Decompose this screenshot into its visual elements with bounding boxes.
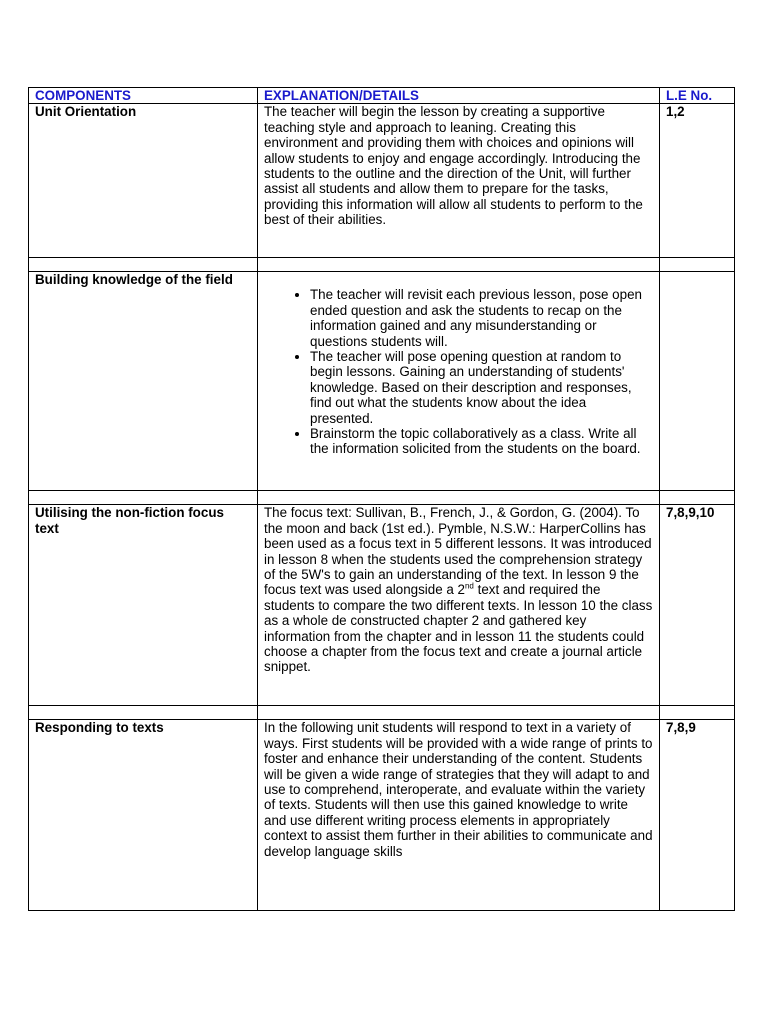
- explanation-list-cell: [258, 272, 660, 491]
- spacer-row: [29, 706, 735, 720]
- table-row: [29, 272, 735, 491]
- header-components: COMPONENTS: [29, 88, 258, 104]
- superscript-ordinal: nd: [464, 581, 474, 591]
- table-row: [29, 104, 735, 258]
- header-le-no: L.E No.: [660, 88, 735, 104]
- list-item: • Brainstorm the topic collaboratively as a class. Write all the information solicited from the students on the board.: [310, 426, 653, 457]
- spacer-row: [29, 258, 735, 272]
- le-number: [660, 272, 735, 491]
- le-number: 1,2: [660, 104, 735, 258]
- list-item: • The teacher will revisit each previous lesson, pose open ended question and ask the students to recap on the information gained and any misunderstanding or questions students will.: [310, 287, 653, 349]
- table-row: [29, 505, 735, 706]
- header-explanation: EXPLANATION/DETAILS: [258, 88, 660, 104]
- component-label: Utilising the non-fiction focus text: [29, 505, 258, 706]
- explanation-part: The focus text: Sullivan, B., French, J., & Gordon, G. (2004). To the moon and back (1st ed.). Pymble, N.S.W.: HarperCollins has been used as a focus text in 5 different lessons. It was introduced in lesson 8 when the students used the comprehension strategy of the 5W's to gain an understanding of the text. In lesson 9 the focus text was used alongside a 2: [264, 505, 652, 598]
- explanation-text: [258, 505, 660, 706]
- component-label: Responding to texts: [29, 720, 258, 911]
- component-label: Unit Orientation: [29, 104, 258, 258]
- le-number: 7,8,9,10: [660, 505, 735, 706]
- explanation-text: In the following unit students will respond to text in a variety of ways. First students will be provided with a wide range of prints to foster and enhance their understanding of the content. Students will be given a wide range of strategies that they will adapt to and use to comprehend, interoperate, and evaluate within the variety of texts. Students will then use this gained knowledge to write and use different writing process elements in appropriately context to assist them further in their abilities to communicate and develop language skills: [258, 720, 660, 911]
- list-item: • The teacher will pose opening question at random to begin lessons. Gaining an understanding of students' knowledge. Based on their description and responses, find out what the students know about the idea presented.: [310, 349, 653, 426]
- explanation-bullet-list: [264, 287, 653, 456]
- spacer-row: [29, 491, 735, 505]
- unit-components-table: [28, 87, 735, 911]
- table-row: [29, 720, 735, 911]
- explanation-part: text and required the students to compare the two different texts. In lesson 10 the class as a whole de constructed chapter 2 and gathered key information from the chapter and in lesson 11 the students could choose a chapter from the focus text and create a journal article snippet.: [264, 582, 653, 675]
- component-label: Building knowledge of the field: [29, 272, 258, 491]
- table-header-row: [29, 88, 735, 104]
- le-number: 7,8,9: [660, 720, 735, 911]
- explanation-text: The teacher will begin the lesson by creating a supportive teaching style and approach to leaning. Creating this environment and providing them with choices and opinions will allow students to enjoy and engage accordingly. Introducing the students to the outline and the direction of the Unit, will further assist all students and allow them to prepare for the tasks, providing this information will allow all students to perform to the best of their abilities.: [258, 104, 660, 258]
